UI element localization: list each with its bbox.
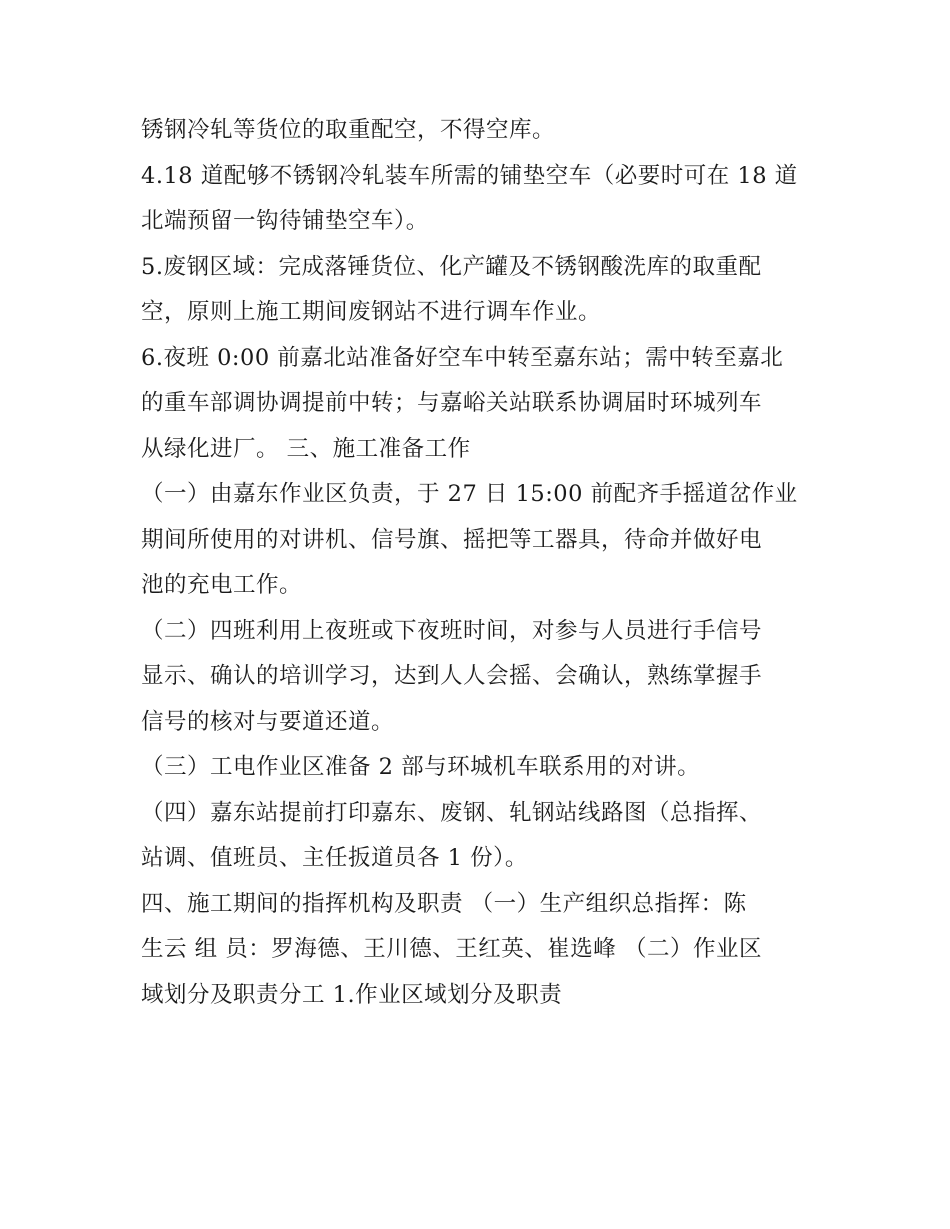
text-line: （一）由嘉东作业区负责，于 27 日 15:00 前配齐手摇道岔作业 (141, 481, 798, 507)
text-line: 生云 组 员：罗海德、王川德、王红英、崔选峰 （二）作业区 (141, 936, 762, 962)
text-line: 锈钢冷轧等货位的取重配空，不得空库。 (141, 117, 556, 143)
text-line: 6.夜班 0:00 前嘉北站准备好空车中转至嘉东站；需中转至嘉北 (141, 344, 784, 371)
text-line: 从绿化进厂。 三、施工准备工作 (141, 435, 471, 462)
text-line: 4.18 道配够不锈钢冷轧装车所需的铺垫空车（必要时可在 18 道 (141, 162, 798, 189)
text-line: 期间所使用的对讲机、信号旗、摇把等工器具，待命并做好电 (141, 526, 763, 553)
text-line: 域划分及职责分工 1.作业区域划分及职责 (141, 981, 563, 1008)
text-line: 的重车部调协调提前中转；与嘉峪关站联系协调届时环城列车 (141, 390, 763, 416)
text-line: 显示、确认的培训学习，达到人人会摇、会确认，熟练掌握手 (141, 663, 763, 689)
text-line: （二）四班利用上夜班或下夜班时间，对参与人员进行手信号 (141, 617, 763, 644)
document-body (141, 108, 821, 1018)
text-line: （四）嘉东站提前打印嘉东、废钢、轧钢站线路图（总指挥、 (141, 799, 763, 826)
text-line: 5.废钢区域：完成落锤货位、化产罐及不锈钢酸洗库的取重配 (141, 253, 762, 280)
text-line: （三）工电作业区准备 2 部与环城机车联系用的对讲。 (141, 754, 701, 780)
text-line: 四、施工期间的指挥机构及职责 （一）生产组织总指挥：陈 (141, 890, 747, 917)
text-line: 北端预留一钩待铺垫空车）。 (141, 208, 429, 234)
text-line: 池的充电工作。 (141, 572, 303, 598)
text-line: 空，原则上施工期间废钢站不进行调车作业。 (141, 299, 602, 325)
text-line: 信号的核对与要道还道。 (141, 708, 395, 735)
text-line: 站调、值班员、主任扳道员各 1 份）。 (141, 845, 528, 871)
